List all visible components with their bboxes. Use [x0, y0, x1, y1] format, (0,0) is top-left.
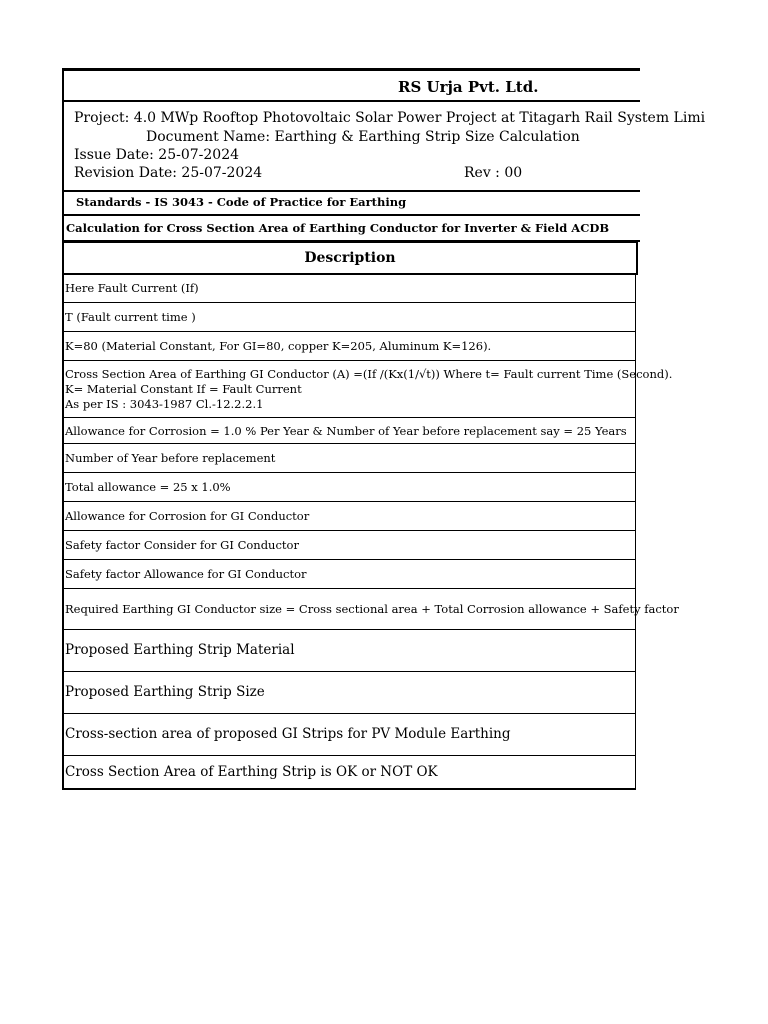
row-description-text: Here Fault Current (If) — [65, 281, 199, 295]
document-name: Document Name: Earthing & Earthing Strip Size Calculation — [146, 129, 580, 145]
calculation-title: Calculation for Cross Section Area of Earthing Conductor for Inverter & Field ACDB — [66, 221, 610, 235]
table-row — [62, 630, 636, 672]
revision-number: Rev : 00 — [464, 165, 523, 181]
table-row — [62, 361, 673, 418]
row-description-text: Cross Section Area of Earthing Strip is OK or NOT OK — [65, 764, 438, 780]
row-description-text: Allowance for Corrosion for GI Conductor — [65, 509, 310, 523]
row-description-text: Cross-section area of proposed GI Strips for PV Module Earthing — [65, 726, 511, 742]
issue-date: Issue Date: 25-07-2024 — [74, 147, 240, 163]
row-description-text: Cross Section Area of Earthing GI Conductor (A) =(If /(Kx(1/√t)) Where t= Fault current Time (Second). — [65, 367, 673, 381]
table-row — [62, 332, 636, 361]
table-row — [62, 473, 636, 502]
table-row — [62, 560, 636, 589]
table-row — [62, 714, 636, 756]
table-row — [62, 672, 636, 714]
table-row — [62, 418, 636, 444]
table-row — [62, 756, 636, 790]
table-row — [62, 589, 679, 630]
table-row — [62, 303, 636, 332]
standards-text: Standards - IS 3043 - Code of Practice for Earthing — [76, 195, 407, 209]
row-description-text: Total allowance = 25 x 1.0% — [65, 480, 231, 494]
table-row — [62, 502, 636, 531]
project-title: Project: 4.0 MWp Rooftop Photovoltaic Solar Power Project at Titagarh Rail System Limi — [74, 110, 706, 126]
row-description-text: Safety factor Consider for GI Conductor — [65, 538, 299, 552]
project-info-block — [62, 100, 706, 192]
description-column-header — [62, 242, 638, 275]
calculation-title-row — [62, 216, 640, 242]
table-row — [62, 531, 636, 560]
row-description-text: K= Material Constant If = Fault Current — [65, 382, 302, 396]
description-header-label: Description — [304, 250, 396, 266]
row-description-text: Proposed Earthing Strip Size — [65, 684, 265, 700]
table-row — [62, 444, 636, 473]
company-header — [62, 68, 640, 103]
revision-date: Revision Date: 25-07-2024 — [74, 165, 263, 181]
row-description-text: Safety factor Allowance for GI Conductor — [65, 567, 307, 581]
table-row — [62, 274, 636, 303]
standards-row — [62, 190, 640, 216]
row-description-text: T (Fault current time ) — [65, 310, 196, 324]
row-description-text: Proposed Earthing Strip Material — [65, 642, 295, 658]
row-description-text: Number of Year before replacement — [65, 451, 276, 465]
row-description-text: Allowance for Corrosion = 1.0 % Per Year & Number of Year before replacement say = 25 Years — [65, 424, 627, 438]
company-name: RS Urja Pvt. Ltd. — [398, 78, 539, 96]
row-description-text: K=80 (Material Constant, For GI=80, copper K=205, Aluminum K=126). — [65, 339, 492, 353]
row-description-text: As per IS : 3043-1987 Cl.-12.2.2.1 — [65, 397, 264, 411]
row-description-text: Required Earthing GI Conductor size = Cross sectional area + Total Corrosion allowance + Safety factor — [65, 602, 679, 616]
